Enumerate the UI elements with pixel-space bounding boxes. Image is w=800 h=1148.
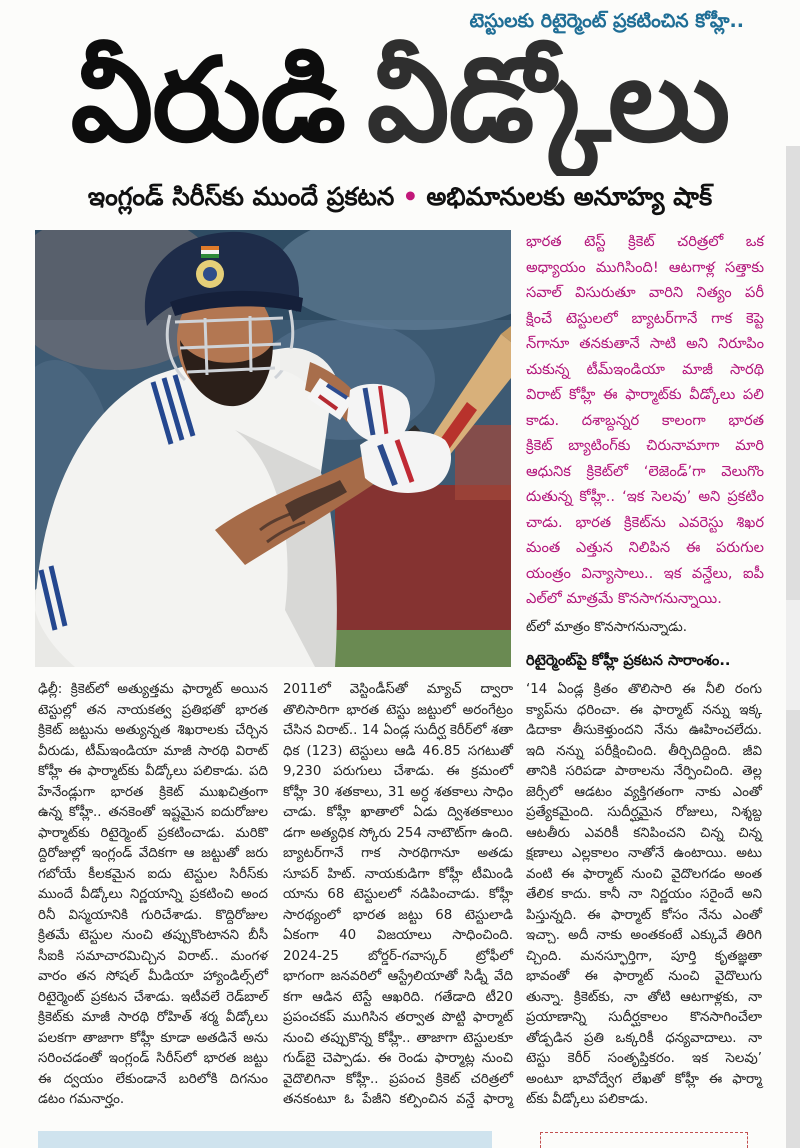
headline (30, 26, 770, 176)
bottom-dashed-box (540, 1132, 748, 1148)
body-line: ముందే వీడ్కోలు నిర్ణయాన్ని ప్రకటించి అంద (38, 887, 268, 902)
intro-line: న్‌గానూ తనకుతానే సాటి అని నిరూపిం (526, 335, 764, 352)
body-line: ఈ ద్వయం లేకుండానే బరిలోకి దిగనుం (38, 1071, 268, 1087)
intro-line: విరాట్ కోహ్లీ ఈ ఫార్మాట్‌కు వీడ్కోలు పలి (526, 386, 764, 403)
subheadline-right: అభిమానులకు అనూహ్య షాక్ (426, 182, 713, 211)
body-line: ఆటతీరు ఎవరికీ కనిపించని చిన్న చిన్న (526, 825, 762, 841)
body-line: తోడ్పడిన ప్రతి ఒక్కరికీ ధన్యవాదాలు. నా (526, 1030, 762, 1046)
intro-line: మంత ఎత్తున నిలిపిన ఈ పరుగుల (526, 539, 764, 556)
body-line: తానికి సరిపడా పాఠాలను నేర్పించింది. తెల్ల (526, 764, 762, 779)
intro-line: అధ్యాయం ముగిసింది! ఆటగాళ్ల సత్తాకు (526, 258, 764, 276)
body-line: తొలిసారిగా భారత టెస్టు జట్టులో అరంగేట్రం (283, 702, 513, 718)
body-line: ఇచ్చా. అదీ నాకు అంతకంటే ఎక్కువే తిరిగి (526, 928, 762, 943)
body-line: భాగంగా జనవరిలో ఆస్ట్రేలియాతో సిడ్నీ వేది (283, 969, 513, 984)
body-line: 9,230 పరుగులు చేశాడు. ఈ క్రమంలో (283, 764, 513, 779)
body-line: ట్‌కు వీడ్కోలు పలికాడు. (526, 1092, 649, 1107)
body-line: వారం తన సోషల్ మీడియా హ్యాండిల్స్‌లో (38, 969, 268, 984)
body-line: క్రికెట్ జట్టును అత్యున్నత శిఖరాలకు చేర్చిన (38, 723, 268, 738)
body-line: సరించడంతో ఇంగ్లండ్ సిరీస్‌లో భారత జట్టు (38, 1051, 268, 1066)
body-line: క్యాప్‌ను ధరించా. ఈ ఫార్మాట్ నన్ను ఇక్క (526, 702, 762, 718)
subheadline-left: ఇంగ్లండ్ సిరీస్‌కు ముందే ప్రకటన (87, 182, 395, 211)
intro-line: దుతున్న కోహ్లీ.. ‘ఇక సెలవు’ అని ప్రకటిం (526, 488, 764, 505)
body-line: తనకంటూ ఓ పేజీని కల్పించిన వన్డే ఫార్మా (283, 1092, 513, 1107)
body-line: ధిక (123) టెస్టులు ఆడి 46.85 సగటుతో (283, 743, 513, 759)
body-line: ఫార్మాట్‌కు రిటైర్మెంట్ ప్రకటించాడు. మరికొ (38, 825, 268, 841)
body-line: క్రితమే టెస్టుల నుంచి తప్పుకొంటానని బీసీ (38, 928, 268, 943)
body-line: వీరుడు, టీమ్‌ఇండియా మాజీ సారథి విరాట్ (38, 743, 268, 759)
body-line: తేలిక కాదు. కానీ నా నిర్ణయం సరైందే అని (526, 887, 762, 902)
intro-line: యంత్రం విన్యాసాలు.. ఇక వన్డేలు, ఐపీ (526, 564, 764, 582)
player-photo (35, 230, 511, 667)
intro-line: చాడు. భారత క్రికెట్‌ను ఎవరెస్టు శిఖర (526, 513, 764, 531)
body-line: ప్రయాణాన్ని సుదీర్ఘకాలం కొనసాగించేలా (526, 1010, 762, 1025)
body-line: సీఐకి సమాచారమిచ్చిన విరాట్.. మంగళ (38, 948, 268, 964)
intro-box (524, 229, 766, 615)
body-column-1 (36, 680, 270, 1120)
kicker: టెస్టులకు రిటైర్మెంట్ ప్రకటించిన కోహ్లీ.. (469, 10, 744, 32)
body-line: ఏకంగా 40 విజయాలు సాధించింది. (283, 928, 513, 943)
body-line: కోహ్లీ 30 శతకాలు, 31 అర్ధ శతకాలు సాధిం (283, 784, 513, 800)
body-line: చాడు. కోహ్లీ ఖాతాలో ఏడు ద్విశతకాలుం (283, 805, 513, 820)
subheadline (30, 176, 770, 218)
body-line: ప్రత్యేకమైంది. సుదీర్ఘమైన రోజులు, నిశ్శబ్ద (526, 805, 762, 820)
intro-line: భారత టెస్ట్ క్రికెట్ చరిత్రలో ఒక (526, 233, 764, 250)
body-line: వంటి ఈ ఫార్మాట్ నుంచి వైదొలగడం అంత (526, 866, 762, 882)
statement-subhead: రిటైర్మెంట్‌పై కోహ్లీ ప్రకటన సారాంశం.. (526, 652, 731, 669)
body-line: జెర్సీలో ఆడటం వ్యక్తిగతంగా నాకు ఎంతో (526, 784, 762, 800)
continued-line: ట్‌లో మాత్రం కొనసాగనున్నాడు. (526, 620, 687, 635)
body-line: కోహ్లీ ఈ ఫార్మాట్‌కు వీడ్కోలు పలికాడు. పది (38, 764, 268, 779)
body-line: తున్నా. క్రికెట్‌కు, నా తోటి ఆటగాళ్లకు, నా (526, 989, 762, 1005)
headline-part-2: వీడ్కోలు (366, 33, 730, 168)
body-line: అంటూ భావోద్వేగ లేఖతో కోహ్లీ ఈ ఫార్మా (526, 1071, 762, 1087)
intro-line: క్రికెట్ బ్యాటింగ్‌కు చిరునామాగా మారి (526, 437, 764, 454)
body-column-2 (281, 680, 515, 1120)
body-line: బ్యాటర్‌గానే గాక సారథిగానూ అతడు (283, 846, 513, 861)
body-line: కగా ఆడిన టెస్టే ఆఖరిది. గతేడాది టీ20 (283, 989, 513, 1005)
body-line: భావంతో ఈ ఫార్మాట్ నుంచి వైదొలుగు (526, 969, 762, 984)
body-line: హేనేండ్లుగా భారత క్రికెట్ ముఖచిత్రంగా (38, 784, 268, 800)
intro-line: సవాల్ విసురుతూ వారిని నిత్యం పరీ (526, 284, 764, 301)
player-photo-graphic (35, 230, 511, 667)
body-line: చేసిన విరాట్.. 14 ఏండ్ల సుదీర్ఘ కెరీర్‌లో శతా (283, 723, 513, 738)
body-line: ఇది నన్ను పరీక్షించింది. తీర్చిదిద్దింది. జీవి (526, 743, 762, 759)
subheadline-bullet: • (402, 182, 419, 211)
body-line: సూపర్ హిట్. నాయకుడిగా కోహ్లీ టీమిండి (283, 866, 513, 882)
body-line: నుంచి తప్పుకొన్న కోహ్లీ.. తాజాగా టెస్టులకూ (283, 1030, 513, 1046)
body-line: క్షణాలు ఎల్లకాలం నాతోనే ఉంటాయి. అటు (526, 846, 762, 861)
body-line: సారథ్యంలో భారత జట్టు 68 టెస్టులాడి (283, 907, 513, 923)
body-line: టెస్టు కెరీర్ సంతృప్తికరం. ఇక సెలవు’ (526, 1051, 762, 1066)
body-column-3 (524, 680, 764, 1120)
body-line: 2024-25 బోర్డర్-గవాస్కర్ ట్రోఫీలో (283, 948, 513, 964)
body-line: 2011లో వెస్టిండీస్‌తో మ్యాచ్ ద్వారా (283, 682, 513, 697)
bottom-strip (38, 1131, 492, 1148)
body-line: గుడ్‌బై చెప్పాడు. ఈ రెండు ఫార్మాట్ల నుంచి (283, 1051, 513, 1066)
body-line: గబోయే కీలకమైన ఐదు టెస్టుల సిరీస్‌కు (38, 866, 268, 882)
body-line: డిదాకా తీసుకెళ్తుందని నేను ఊహించలేదు. (526, 723, 762, 738)
intro-line: చుకున్న టీమ్‌ఇండియా మాజీ సారథి (526, 360, 764, 378)
headline-part-1: వీరుడి (70, 33, 345, 168)
intro-line: ఆధునిక క్రికెట్‌లో ‘లెజెండ్’గా వెలుగొం (526, 462, 764, 480)
body-line: చ్చింది. మనస్ఫూర్తిగా, పూర్తి కృతజ్ఞతా (526, 948, 762, 964)
body-line: రినీ విస్మయానికి గురిచేశాడు. కొద్దిరోజుల (38, 907, 268, 923)
body-line: ఢిల్లీ: క్రికెట్‌లో అత్యుత్తమ ఫార్మాట్ అయిన (38, 682, 268, 697)
body-line: క్రికెట్‌కు మాజీ సారథి రోహిత్ శర్మ వీడ్కోలు (38, 1010, 268, 1025)
intro-line: క్షించే టెస్టులలో బ్యాటర్‌గానే గాక కెప్టె (526, 309, 764, 327)
body-line: ఉన్న కోహ్లీ.. తనకెంతో ఇష్టమైన ఐదురోజుల (38, 805, 268, 820)
body-line: ప్రపంచకప్ ముగిసిన తర్వాత పొట్టి ఫార్మాట్ (283, 1010, 513, 1025)
body-line: డగా అత్యధిక స్కోరు 254 నాటౌట్‌గా ఉంది. (283, 825, 513, 841)
body-line: డటం గమనార్హం. (38, 1092, 125, 1107)
body-line: వైదొలిగినా కోహ్లీ.. ప్రపంచ క్రికెట్ చరిత్రలో (283, 1071, 513, 1087)
body-line: ‘14 ఏండ్ల క్రితం తొలిసారి ఈ నీలి రంగు (526, 682, 762, 697)
body-line: యాను 68 టెస్టులలో నడిపించాడు. కోహ్లీ (283, 887, 513, 902)
intro-line: కాడు. దశాబ్దన్నర కాలంగా భారత (526, 411, 764, 429)
body-line: పలకగా తాజాగా కోహ్లీ కూడా అతడినే అను (38, 1030, 268, 1046)
body-line: రిటైర్మెంట్ ప్రకటన చేశాడు. ఇటీవలే రెడ్‌బాల్ (38, 989, 268, 1005)
body-line: పిస్తున్నది. ఈ ఫార్మాట్ కోసం నేను ఎంతో (526, 907, 762, 923)
body-line: ద్దిరోజుల్లో ఇంగ్లండ్ వేదికగా ఆ జట్టుతో జరు (38, 846, 268, 861)
body-line: టెస్టుల్లో తన నాయకత్వ ప్రతిభతో భారత (38, 702, 268, 718)
intro-line: ఎల్‌లో మాత్రమే కొనసాగనున్నాయి. (526, 590, 722, 607)
adjacent-page-edge (786, 600, 800, 710)
